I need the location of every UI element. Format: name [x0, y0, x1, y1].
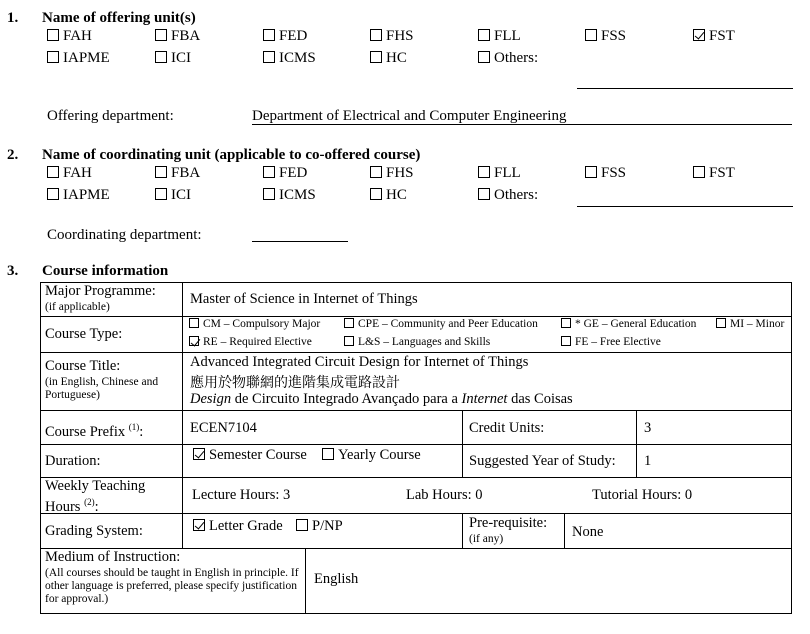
- prefix-label-text: Course Prefix: [45, 423, 129, 440]
- offering-unit-checkbox[interactable]: [155, 51, 167, 63]
- coordinating-unit-option-fah[interactable]: [47, 165, 92, 182]
- title-sub: (in English, Chinese and Portuguese): [45, 376, 159, 401]
- prefix-value-cell[interactable]: [182, 410, 463, 445]
- year-label: Suggested Year of Study:: [469, 453, 616, 469]
- offering-unit-checkbox[interactable]: [155, 29, 167, 41]
- offering-unit-option-ici[interactable]: [155, 50, 191, 67]
- lecture-hours[interactable]: Lecture Hours: 3: [192, 487, 291, 503]
- course-type-label: * GE – General Education: [575, 318, 697, 330]
- offering-unit-checkbox[interactable]: [585, 29, 597, 41]
- medium-value-cell[interactable]: [305, 548, 792, 614]
- year-label-cell: [462, 444, 637, 478]
- course-type-checkbox[interactable]: [716, 318, 726, 328]
- coordinating-unit-option-fba[interactable]: [155, 165, 200, 182]
- offering-unit-option-label: FSS: [601, 28, 627, 44]
- course-type-checkbox[interactable]: [344, 318, 354, 328]
- offering-unit-option-label: FHS: [386, 28, 414, 44]
- prefix-sup: (1): [128, 422, 140, 432]
- semester-checkbox[interactable]: [193, 448, 205, 460]
- yearly-checkbox[interactable]: [322, 448, 334, 460]
- letter-checkbox[interactable]: [193, 519, 205, 531]
- yearly-option[interactable]: [322, 447, 421, 464]
- hours-label-line1: Weekly Teaching: [45, 478, 146, 494]
- course-type-checkbox[interactable]: [344, 336, 354, 346]
- offering-unit-option-fhs[interactable]: [370, 28, 414, 45]
- offering-unit-checkbox[interactable]: [370, 51, 382, 63]
- course-type-option-3[interactable]: [716, 318, 784, 330]
- offering-dept-line: [252, 124, 792, 125]
- coordinating-unit-option-label: HC: [386, 187, 407, 203]
- offering-unit-option-fba[interactable]: [155, 28, 200, 45]
- pnp-label: P/NP: [312, 518, 343, 534]
- letter-label: Letter Grade: [209, 518, 283, 534]
- coordinating-unit-checkbox[interactable]: [693, 166, 705, 178]
- coordinating-unit-option-ici[interactable]: [155, 187, 191, 204]
- section2-number: 2.: [7, 147, 19, 163]
- pnp-option[interactable]: [296, 518, 343, 535]
- course-type-option-1[interactable]: [344, 318, 538, 330]
- section3-title: Course information: [42, 263, 169, 279]
- coordinating-unit-checkbox[interactable]: [155, 166, 167, 178]
- coordinating-unit-option-label: Others:: [494, 187, 539, 203]
- medium-label-cell: [40, 548, 306, 614]
- offering-unit-option-fss[interactable]: [585, 28, 626, 45]
- offering-unit-option-label: ICI: [171, 50, 191, 66]
- title-en: Advanced Integrated Circuit Design for Internet of Things: [190, 354, 529, 370]
- offering-unit-option-fll[interactable]: [478, 28, 521, 45]
- coordinating-unit-option-fss[interactable]: [585, 165, 626, 182]
- coordinating-unit-option-label: IAPME: [63, 187, 110, 203]
- coordinating-unit-option-label: ICI: [171, 187, 191, 203]
- medium-label: Medium of Instruction:: [45, 549, 181, 565]
- duration-value-cell: [182, 444, 463, 478]
- hours-label-text: Hours: [45, 498, 85, 514]
- course-type-label: MI – Minor: [730, 318, 785, 330]
- year-value-cell[interactable]: [636, 444, 792, 478]
- offering-unit-option-fed[interactable]: [263, 28, 307, 45]
- coordinating-unit-checkbox[interactable]: [478, 188, 490, 200]
- course-type-option-6[interactable]: [561, 336, 661, 348]
- coordinating-unit-checkbox[interactable]: [263, 188, 275, 200]
- major-label-cell: [40, 282, 183, 317]
- letter-option[interactable]: [193, 518, 283, 535]
- coordinating-unit-option-fll[interactable]: [478, 165, 521, 182]
- course-type-option-5[interactable]: [344, 336, 490, 348]
- title-pt-part3: Internet: [461, 391, 508, 407]
- grading-label: Grading System:: [45, 523, 143, 539]
- offering-dept-label: Offering department:: [47, 108, 174, 124]
- credit-label-cell: [462, 410, 637, 445]
- offering-unit-option-label: Others:: [494, 50, 539, 66]
- coordinating-unit-option-label: FBA: [171, 165, 201, 181]
- course-type-checkbox[interactable]: [189, 318, 199, 328]
- offering-unit-option-icms[interactable]: [263, 50, 316, 67]
- prefix-label-cell: [40, 410, 183, 445]
- year-value: 1: [644, 453, 652, 469]
- hours-value-cell: [182, 477, 792, 514]
- offering-unit-option-hc[interactable]: [370, 50, 407, 67]
- course-type-option-0[interactable]: [189, 318, 320, 330]
- title-value-cell[interactable]: [182, 352, 792, 411]
- offering-unit-option-others[interactable]: [478, 50, 538, 67]
- lab-hours[interactable]: Lab Hours: 0: [406, 487, 483, 503]
- major-value-cell[interactable]: [182, 282, 792, 317]
- coordinating-unit-checkbox[interactable]: [47, 166, 59, 178]
- major-label: Major Programme:: [45, 283, 156, 299]
- coordinating-unit-option-fst[interactable]: [693, 165, 735, 182]
- course-type-checkbox[interactable]: [561, 318, 571, 328]
- coordinating-unit-option-label: FLL: [494, 165, 521, 181]
- title-zh: 應用於物聯網的進階集成電路設計: [190, 375, 400, 391]
- semester-option[interactable]: [193, 447, 307, 464]
- coordinating-unit-checkbox[interactable]: [585, 166, 597, 178]
- hours-label-cell: [40, 477, 183, 514]
- offering-unit-checkbox[interactable]: [47, 51, 59, 63]
- coordinating-unit-option-label: FAH: [63, 165, 92, 181]
- coordinating-unit-option-label: FSS: [601, 165, 627, 181]
- title-label: Course Title:: [45, 358, 121, 374]
- offering-unit-checkbox[interactable]: [478, 51, 490, 63]
- tutorial-hours[interactable]: Tutorial Hours: 0: [592, 487, 693, 503]
- offering-unit-checkbox[interactable]: [263, 29, 275, 41]
- prefix-value: ECEN7104: [190, 420, 257, 436]
- offering-unit-option-label: FLL: [494, 28, 521, 44]
- course-type-label: RE – Required Elective: [203, 336, 312, 348]
- course-type-label: CM – Compulsory Major: [203, 318, 321, 330]
- offering-unit-checkbox[interactable]: [370, 29, 382, 41]
- prefix-colon: :: [139, 423, 144, 440]
- offering-unit-option-fah[interactable]: [47, 28, 92, 45]
- duration-label-cell: [40, 444, 183, 478]
- prereq-value: None: [572, 524, 604, 540]
- course-type-label: CPE – Community and Peer Education: [358, 318, 538, 330]
- coordinating-unit-checkbox[interactable]: [155, 188, 167, 200]
- section1-title: Name of offering unit(s): [42, 10, 196, 26]
- duration-label: Duration:: [45, 453, 101, 469]
- offering-unit-checkbox[interactable]: [478, 29, 490, 41]
- title-pt-part2: de Circuito Integrado Avançado para a: [231, 391, 462, 407]
- offering-unit-option-label: FAH: [63, 28, 92, 44]
- offering-unit-checkbox[interactable]: [693, 29, 705, 41]
- grading-value-cell: [182, 513, 463, 549]
- offering-unit-option-label: IAPME: [63, 50, 110, 66]
- offering-unit-checkbox[interactable]: [263, 51, 275, 63]
- coordinating-unit-option-iapme[interactable]: [47, 187, 110, 204]
- title-pt-part1: Design: [190, 391, 232, 407]
- coordinating-unit-option-label: FHS: [386, 165, 414, 181]
- section1-number: 1.: [7, 10, 19, 26]
- coordinating-unit-checkbox[interactable]: [370, 166, 382, 178]
- offering-unit-option-fst[interactable]: [693, 28, 735, 45]
- course-type-checkbox[interactable]: [189, 336, 199, 346]
- coordinating-unit-option-others[interactable]: [478, 187, 538, 204]
- semester-label: Semester Course: [209, 447, 307, 463]
- major-value: Master of Science in Internet of Things: [190, 291, 418, 307]
- title-pt: [190, 391, 573, 408]
- coordinating-unit-option-label: ICMS: [279, 187, 316, 203]
- coordinating-dept-label: Coordinating department:: [47, 227, 202, 243]
- coordinating-unit-option-icms[interactable]: [263, 187, 316, 204]
- offering-unit-option-label: HC: [386, 50, 407, 66]
- coordinating-unit-checkbox[interactable]: [370, 188, 382, 200]
- coordinating-unit-checkbox[interactable]: [478, 166, 490, 178]
- hours-colon: :: [94, 498, 99, 514]
- offering-unit-option-label: FED: [279, 28, 308, 44]
- course-info-table: [40, 282, 792, 614]
- course-type-option-4[interactable]: [189, 336, 312, 348]
- offering-unit-option-label: FBA: [171, 28, 201, 44]
- course-type-checkbox[interactable]: [561, 336, 571, 346]
- medium-value: English: [314, 571, 359, 587]
- pnp-checkbox[interactable]: [296, 519, 308, 531]
- offering-unit-option-iapme[interactable]: [47, 50, 110, 67]
- hours-label-line2: [45, 495, 99, 514]
- type-label-cell: [40, 316, 183, 353]
- section3-number: 3.: [7, 263, 19, 279]
- offering-unit-option-label: FST: [709, 28, 735, 44]
- coordinating-unit-checkbox[interactable]: [263, 166, 275, 178]
- prereq-label-cell: [462, 513, 565, 549]
- coordinating-unit-option-label: FST: [709, 165, 735, 181]
- major-sub: (if applicable): [45, 301, 110, 313]
- grading-label-cell: [40, 513, 183, 549]
- credit-label: Credit Units:: [469, 420, 545, 436]
- medium-sub: (All courses should be taught in English in principle. If other language is preferred, please specify justification for approval.): [45, 567, 299, 605]
- course-type-label: FE – Free Elective: [575, 336, 661, 348]
- offering-dept-value[interactable]: Department of Electrical and Computer Engineering: [252, 108, 567, 124]
- yearly-label: Yearly Course: [338, 447, 421, 463]
- section2-title: Name of coordinating unit (applicable to co-offered course): [42, 147, 421, 163]
- course-type-label: L&S – Languages and Skills: [358, 336, 491, 348]
- offering-unit-checkbox[interactable]: [47, 29, 59, 41]
- title-pt-part4: das Coisas: [507, 391, 573, 407]
- title-label-cell: [40, 352, 183, 411]
- credit-value: 3: [644, 420, 652, 436]
- coordinating-unit-option-fhs[interactable]: [370, 165, 414, 182]
- coordinating-unit-option-fed[interactable]: [263, 165, 307, 182]
- prefix-label: [45, 420, 143, 440]
- course-type-option-2[interactable]: [561, 318, 696, 330]
- prereq-value-cell[interactable]: [564, 513, 792, 549]
- section2-others-line: [577, 206, 793, 207]
- coordinating-dept-line[interactable]: [252, 241, 348, 242]
- hours-sup: (2): [84, 497, 95, 507]
- type-value-cell: [182, 316, 792, 353]
- offering-unit-option-label: ICMS: [279, 50, 316, 66]
- prereq-label: Pre-requisite:: [469, 515, 548, 531]
- coordinating-unit-checkbox[interactable]: [47, 188, 59, 200]
- coordinating-unit-option-hc[interactable]: [370, 187, 407, 204]
- coordinating-unit-option-label: FED: [279, 165, 308, 181]
- type-label: Course Type:: [45, 326, 123, 342]
- credit-value-cell[interactable]: [636, 410, 792, 445]
- prereq-sub: (if any): [469, 533, 504, 545]
- section1-others-line: [577, 88, 793, 89]
